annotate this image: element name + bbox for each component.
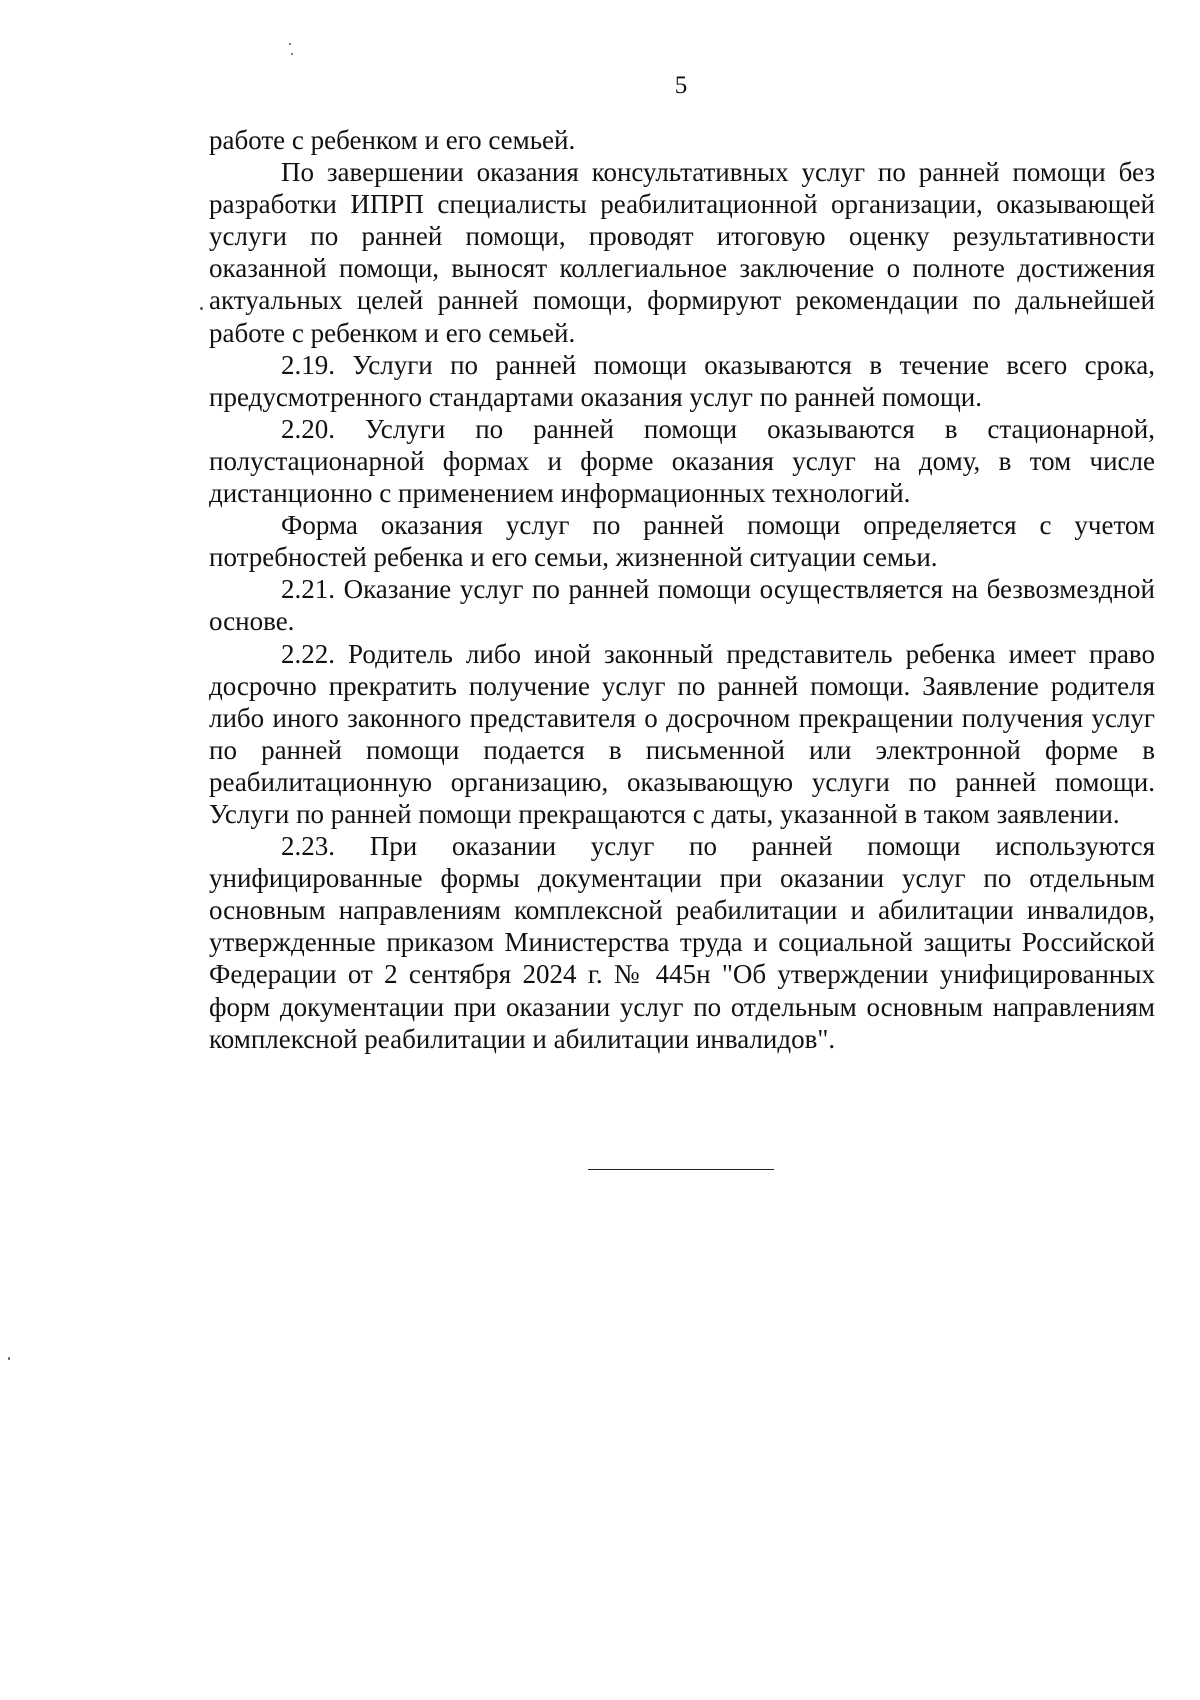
paragraph-2-21: 2.21. Оказание услуг по ранней помощи осуществляется на безвозмездной основе.	[209, 574, 1155, 637]
paragraph-2-23: 2.23. При оказании услуг по ранней помощи используются унифицированные формы документации при оказании услуг по отдельным основным направлениям комплексной реабилитации и абилитации инвалидов, утвержденные приказом Министерства труда и социальной защиты Российской Федерации от 2 сентября 2024 г. № 445н "Об утверждении унифицированных форм документации при оказании услуг по отдельным основным направлениям комплексной реабилитации и абилитации инвалидов".	[209, 831, 1155, 1054]
paragraph-consultative-services: По завершении оказания консультативных услуг по ранней помощи без разработки ИПРП специалисты реабилитационной организации, оказывающей услуги по ранней помощи, проводят итоговую оценку результативности оказанной помощи, выносят коллегиальное заключение о полноте достижения актуальных целей ранней помощи, формируют рекомендации по дальнейшей работе с ребенком и его семьей.	[209, 157, 1155, 348]
end-of-document-rule	[588, 1169, 774, 1170]
paragraph-continuation: работе с ребенком и его семьей.	[209, 125, 576, 155]
paragraph-2-20: 2.20. Услуги по ранней помощи оказываются в стационарной, полустационарной формах и форме оказания услуг на дому, в том числе дистанционно с применением информационных технологий.	[209, 413, 1155, 509]
page-number: 5	[674, 72, 688, 99]
scan-speck	[200, 307, 203, 310]
body-text	[209, 124, 1155, 1055]
paragraph-service-form: Форма оказания услуг по ранней помощи определяется с учетом потребностей ребенка и его семьи, жизненной ситуации семьи.	[209, 510, 1155, 573]
scan-speck	[289, 43, 291, 45]
scan-speck	[291, 53, 293, 55]
paragraph-2-22: 2.22. Родитель либо иной законный представитель ребенка имеет право досрочно прекратить получение услуг по ранней помощи. Заявление родителя либо иного законного представителя о досрочном прекращении получения услуг по ранней помощи подается в письменной или электронной форме в реабилитационную организацию, оказывающую услуги по ранней помощи. Услуги по ранней помощи прекращаются с даты, указанной в таком заявлении.	[209, 638, 1155, 829]
scan-speck	[8, 1357, 10, 1360]
paragraph-2-19: 2.19. Услуги по ранней помощи оказываются в течение всего срока, предусмотренного стандартами оказания услуг по ранней помощи.	[209, 349, 1155, 412]
